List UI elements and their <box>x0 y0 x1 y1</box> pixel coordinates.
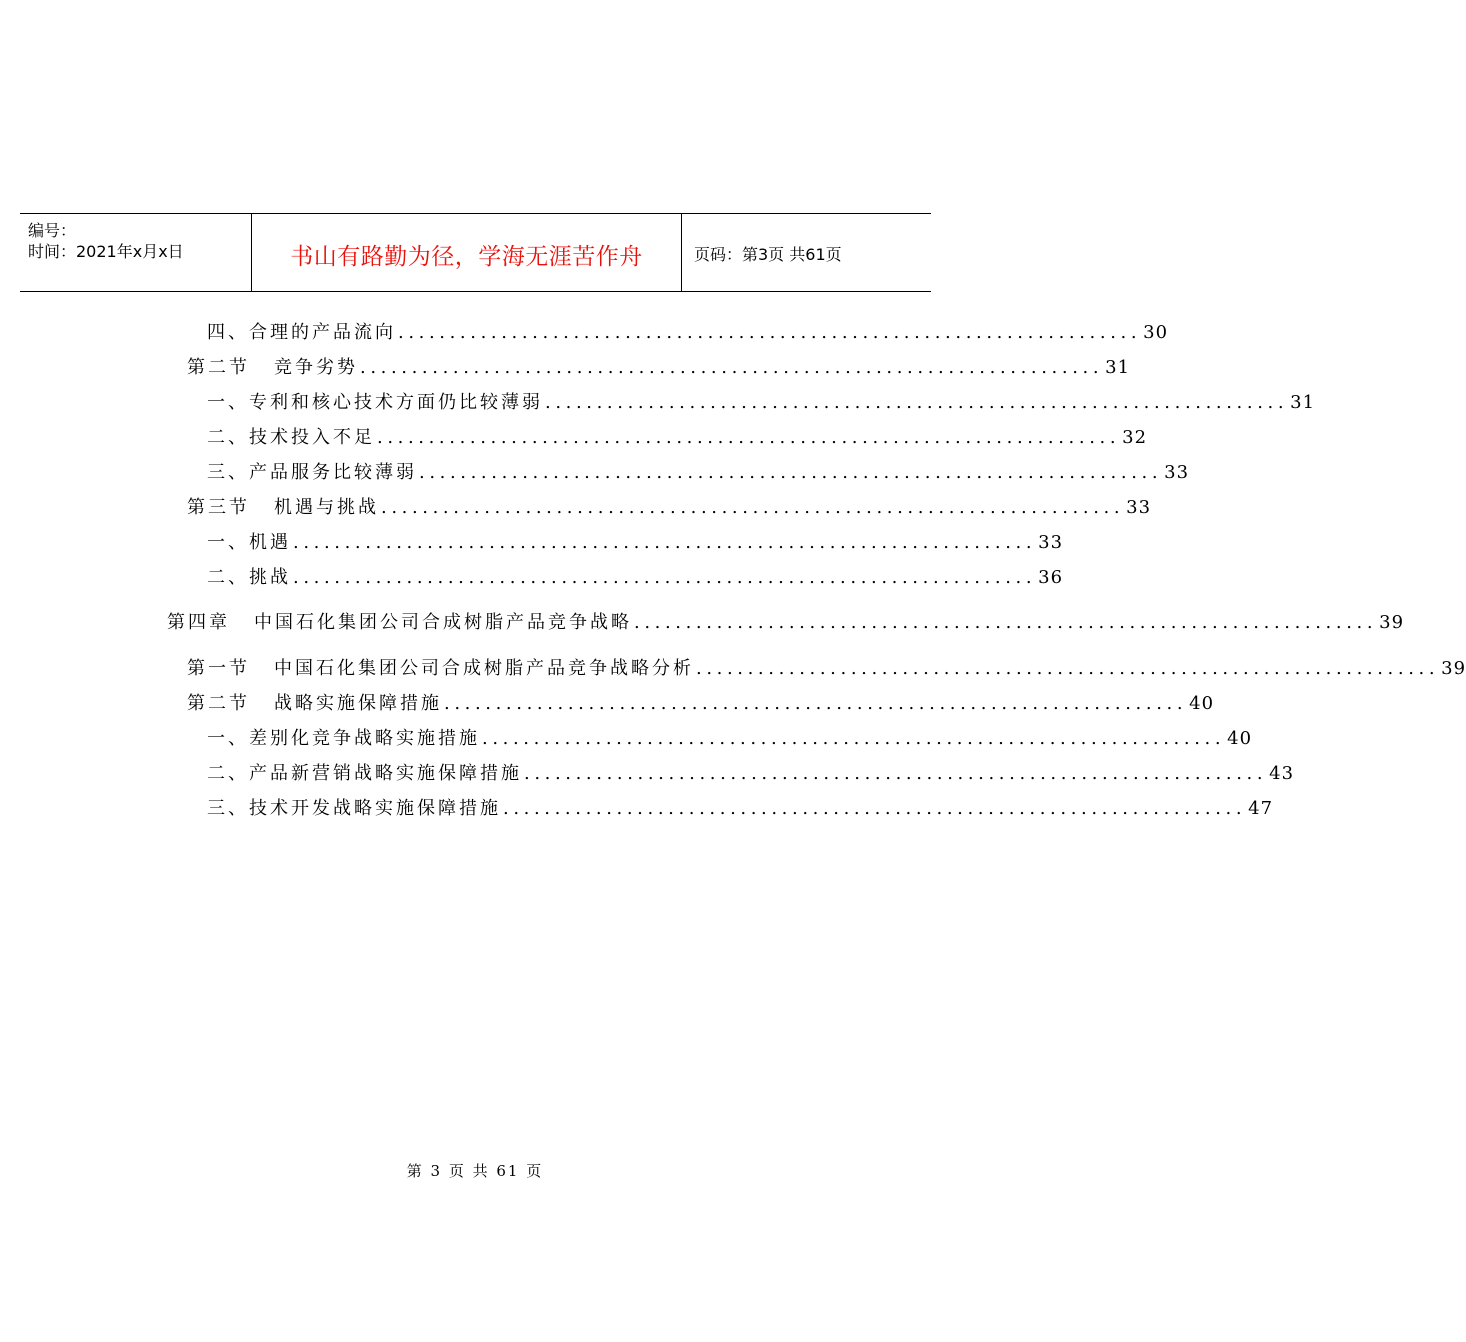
toc-leader-dots: ........................................................................ <box>293 532 1037 553</box>
document-number-label: 编号： <box>28 221 77 240</box>
toc-entry-title: 产品服务比较薄弱 <box>249 462 417 483</box>
toc-entry-page: 36 <box>1038 567 1064 588</box>
toc-entry-prefix: 二、 <box>207 427 249 448</box>
toc-entry-page: 31 <box>1290 392 1316 413</box>
toc-leader-dots: ........................................................................ <box>524 763 1268 784</box>
toc-entry-page: 43 <box>1269 763 1295 784</box>
toc-entry-title: 战略实施保障措施 <box>274 693 442 714</box>
toc-leader-dots: ........................................................................ <box>419 462 1163 483</box>
toc-entry-title: 挑战 <box>249 567 291 588</box>
toc-entry-title: 合理的产品流向 <box>249 322 396 343</box>
toc-entry-prefix: 三、 <box>207 798 249 819</box>
toc-entry-prefix: 三、 <box>207 462 249 483</box>
page-footer-text: 第 3 页 共 61 页 <box>406 1162 544 1180</box>
toc-leader-dots: ........................................................................ <box>482 728 1226 749</box>
toc-entry-prefix: 二、 <box>207 763 249 784</box>
toc-entry-title: 机遇 <box>249 532 291 553</box>
motto-text: 书山有路勤为径，学海无涯苦作舟 <box>290 244 643 270</box>
toc-entry-page: 32 <box>1122 427 1148 448</box>
toc-entry-page: 31 <box>1105 357 1131 378</box>
toc-leader-dots: ........................................................................ <box>634 612 1378 633</box>
toc-entry-prefix: 第二节 <box>187 693 250 714</box>
toc-entry-prefix: 一、 <box>207 728 249 749</box>
toc-leader-dots: ........................................................................ <box>545 392 1289 413</box>
toc-entry[interactable] <box>207 761 1295 787</box>
toc-entry-page: 39 <box>1379 612 1405 633</box>
toc-entry[interactable] <box>207 565 1064 591</box>
toc-entry-page: 30 <box>1143 322 1169 343</box>
toc-entry[interactable] <box>207 726 1253 752</box>
header-motto <box>252 214 682 291</box>
toc-entry-title: 机遇与挑战 <box>274 497 379 518</box>
header-page-info <box>682 214 931 291</box>
toc-entry-title: 中国石化集团公司合成树脂产品竞争战略 <box>254 612 632 633</box>
toc-entry-page: 47 <box>1248 798 1274 819</box>
header-meta <box>20 214 252 291</box>
toc-leader-dots: ........................................................................ <box>381 497 1125 518</box>
toc-entry-title: 差别化竞争战略实施措施 <box>249 728 480 749</box>
toc-entry[interactable] <box>167 610 1405 636</box>
toc-leader-dots: ........................................................................ <box>398 322 1142 343</box>
toc-entry[interactable] <box>187 355 1131 381</box>
toc-entry-page: 40 <box>1189 693 1215 714</box>
toc-leader-dots: ........................................................................ <box>293 567 1037 588</box>
toc-entry[interactable] <box>187 656 1466 682</box>
toc-entry-prefix: 一、 <box>207 532 249 553</box>
toc-entry-title: 竞争劣势 <box>274 357 358 378</box>
toc-entry[interactable] <box>207 425 1148 451</box>
toc-entry[interactable] <box>207 460 1190 486</box>
toc-entry-title: 专利和核心技术方面仍比较薄弱 <box>249 392 543 413</box>
toc-entry[interactable] <box>207 796 1274 822</box>
toc-entry-title: 技术开发战略实施保障措施 <box>249 798 501 819</box>
toc-entry-title: 中国石化集团公司合成树脂产品竞争战略分析 <box>274 658 694 679</box>
toc-entry-prefix: 第三节 <box>187 497 250 518</box>
page-header <box>20 213 931 292</box>
toc-entry[interactable] <box>207 530 1064 556</box>
toc-entry-page: 39 <box>1441 658 1466 679</box>
toc-entry-page: 33 <box>1164 462 1190 483</box>
toc-leader-dots: ........................................................................ <box>360 357 1104 378</box>
toc-entry-title: 产品新营销战略实施保障措施 <box>249 763 522 784</box>
toc-leader-dots: ........................................................................ <box>503 798 1247 819</box>
toc-entry-title: 技术投入不足 <box>249 427 375 448</box>
toc-entry-prefix: 第二节 <box>187 357 250 378</box>
document-date-label: 时间：2021年x月x日 <box>28 242 184 261</box>
toc-entry-prefix: 二、 <box>207 567 249 588</box>
toc-leader-dots: ........................................................................ <box>696 658 1440 679</box>
page-info-text: 页码：第3页 共61页 <box>694 245 842 264</box>
toc-entry-prefix: 四、 <box>207 322 249 343</box>
toc-entry-page: 33 <box>1126 497 1152 518</box>
toc-entry-prefix: 一、 <box>207 392 249 413</box>
toc-entry-prefix: 第一节 <box>187 658 250 679</box>
toc-entry[interactable] <box>207 390 1316 416</box>
toc-entry-prefix: 第四章 <box>167 612 230 633</box>
toc-leader-dots: ........................................................................ <box>444 693 1188 714</box>
toc-entry[interactable] <box>187 691 1215 717</box>
toc-entry[interactable] <box>207 320 1169 346</box>
toc-leader-dots: ........................................................................ <box>377 427 1121 448</box>
toc-entry-page: 33 <box>1038 532 1064 553</box>
toc-entry[interactable] <box>187 495 1152 521</box>
page-footer <box>0 1160 950 1181</box>
toc-entry-page: 40 <box>1227 728 1253 749</box>
